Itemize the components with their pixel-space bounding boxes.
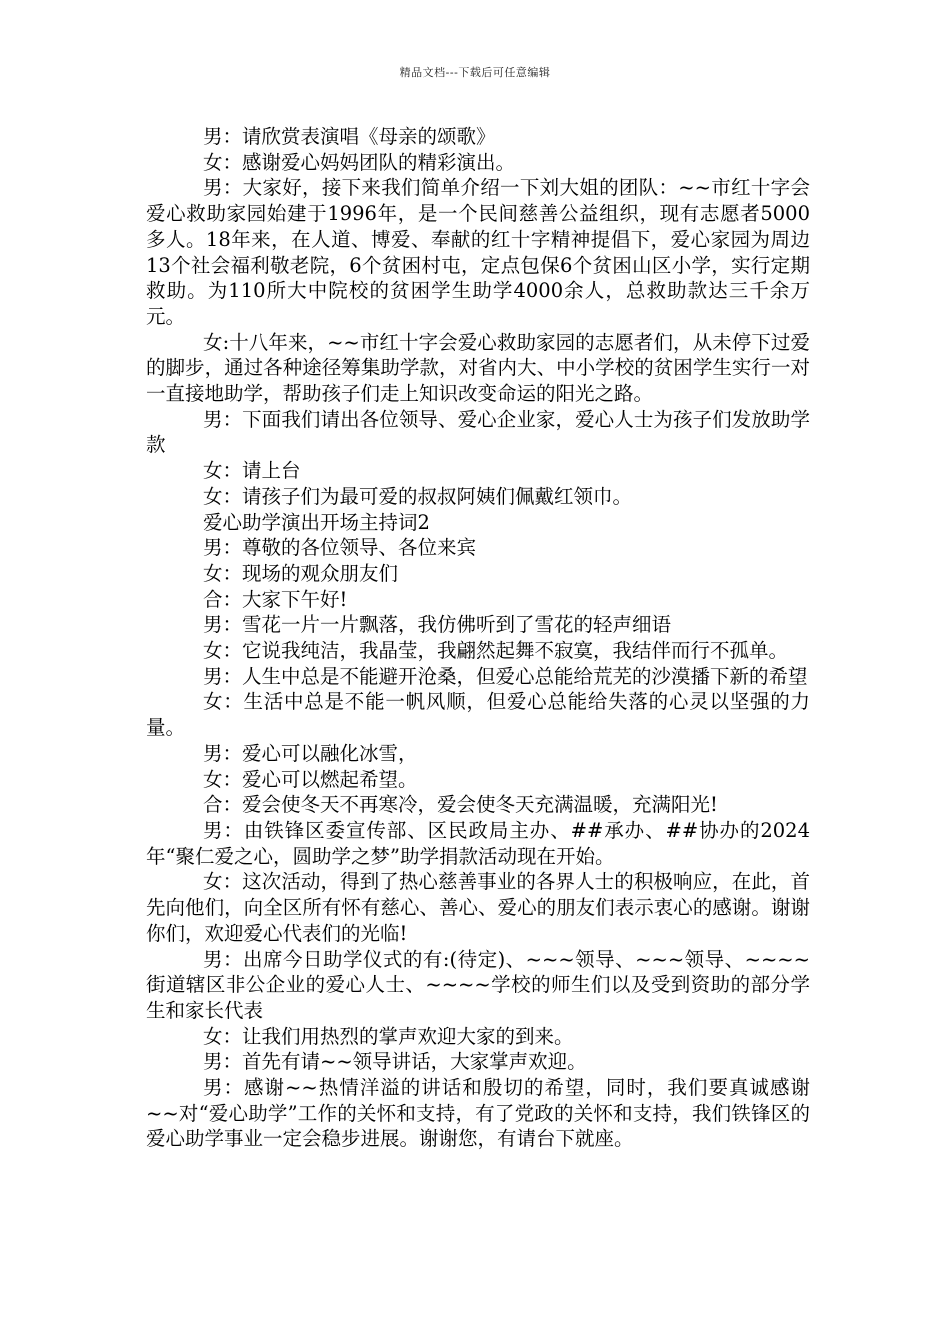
paragraph: 女：生活中总是不能一帆风顺，但爱心总能给失落的心灵以坚强的力量。 (146, 690, 810, 740)
paragraph: 男：下面我们请出各位领导、爱心企业家，爱心人士为孩子们发放助学款 (146, 407, 810, 457)
paragraph: 女：现场的观众朋友们 (203, 561, 399, 585)
paragraph: 男：请欣赏表演唱《母亲的颂歌》 (203, 125, 496, 148)
paragraph: 女:十八年来，~~市红十字会爱心救助家园的志愿者们，从未停下过爱的脚步，通过各种途径筹集助学款，对省内大、中小学校的贫困学生实行一对一直接地助学，帮助孩子们走上知识改变命运的阳光之路。 (146, 330, 810, 406)
paragraph: 合：爱会使冬天不再寒冷，爱会使冬天充满温暖，充满阳光! (203, 793, 718, 817)
paragraph: 女：让我们用热烈的掌声欢迎大家的到来。 (203, 1024, 574, 1048)
paragraph: 男：首先有请~~领导讲话，大家掌声欢迎。 (203, 1050, 587, 1074)
paragraph: 男：雪花一片一片飘落，我仿佛听到了雪花的轻声细语 (203, 613, 672, 637)
paragraph: 男：尊敬的各位领导、各位来宾 (203, 536, 477, 560)
paragraph: 女：爱心可以燃起希望。 (203, 767, 418, 791)
paragraph: 女：请上台 (203, 459, 301, 483)
section-title: 爱心助学演出开场主持词2 (203, 510, 430, 534)
paragraph: 男：爱心可以融化冰雪， (203, 741, 418, 765)
document-body (146, 124, 810, 1152)
paragraph: 女：它说我纯洁，我晶莹，我翩然起舞不寂寞，我结伴而行不孤单。 (203, 639, 789, 663)
page-header: 精品文档---下载后可任意编辑 (399, 66, 551, 79)
paragraph: 男：由铁锋区委宣传部、区民政局主办、##承办、##协办的2024年“聚仁爱之心，圆助学之梦”助学捐款活动现在开始。 (146, 818, 810, 868)
paragraph: 合：大家下午好! (203, 587, 348, 611)
paragraph: 女：感谢爱心妈妈团队的精彩演出。 (203, 150, 516, 174)
paragraph: 男：人生中总是不能避开沧桑，但爱心总能给荒芜的沙漠播下新的希望 (203, 664, 808, 688)
paragraph: 女：这次活动，得到了热心慈善事业的各界人士的积极响应，在此，首先向他们，向全区所有怀有慈心、善心、爱心的朋友们表示衷心的感谢。谢谢你们，欢迎爱心代表们的光临! (146, 870, 810, 945)
paragraph: 男：感谢~~热情洋溢的讲话和殷切的希望，同时，我们要真诚感谢~~对“爱心助学”工作的关怀和支持，有了党政的关怀和支持，我们铁锋区的爱心助学事业一定会稳步进展。谢谢您，有请台下就座。 (146, 1076, 810, 1151)
paragraph: 男：大家好，接下来我们简单介绍一下刘大姐的团队：~~市红十字会爱心救助家园始建于1996年，是一个民间慈善公益组织，现有志愿者5000多人。18年来，在人道、博爱、奉献的红十字精神提倡下，爱心家园为周边13个社会福利敬老院，6个贫困村屯，定点包保6个贫困山区小学，实行定期救助。为110所大中院校的贫困学生助学4000余人，总救助款达三千余万元。 (146, 176, 810, 328)
paragraph: 女：请孩子们为最可爱的叔叔阿姨们佩戴红领巾。 (203, 484, 633, 508)
paragraph: 男：出席今日助学仪式的有:(待定)、~~~领导、~~~领导、~~~~街道辖区非公企业的爱心人士、~~~~学校的师生们以及受到资助的部分学生和家长代表 (146, 947, 810, 1022)
